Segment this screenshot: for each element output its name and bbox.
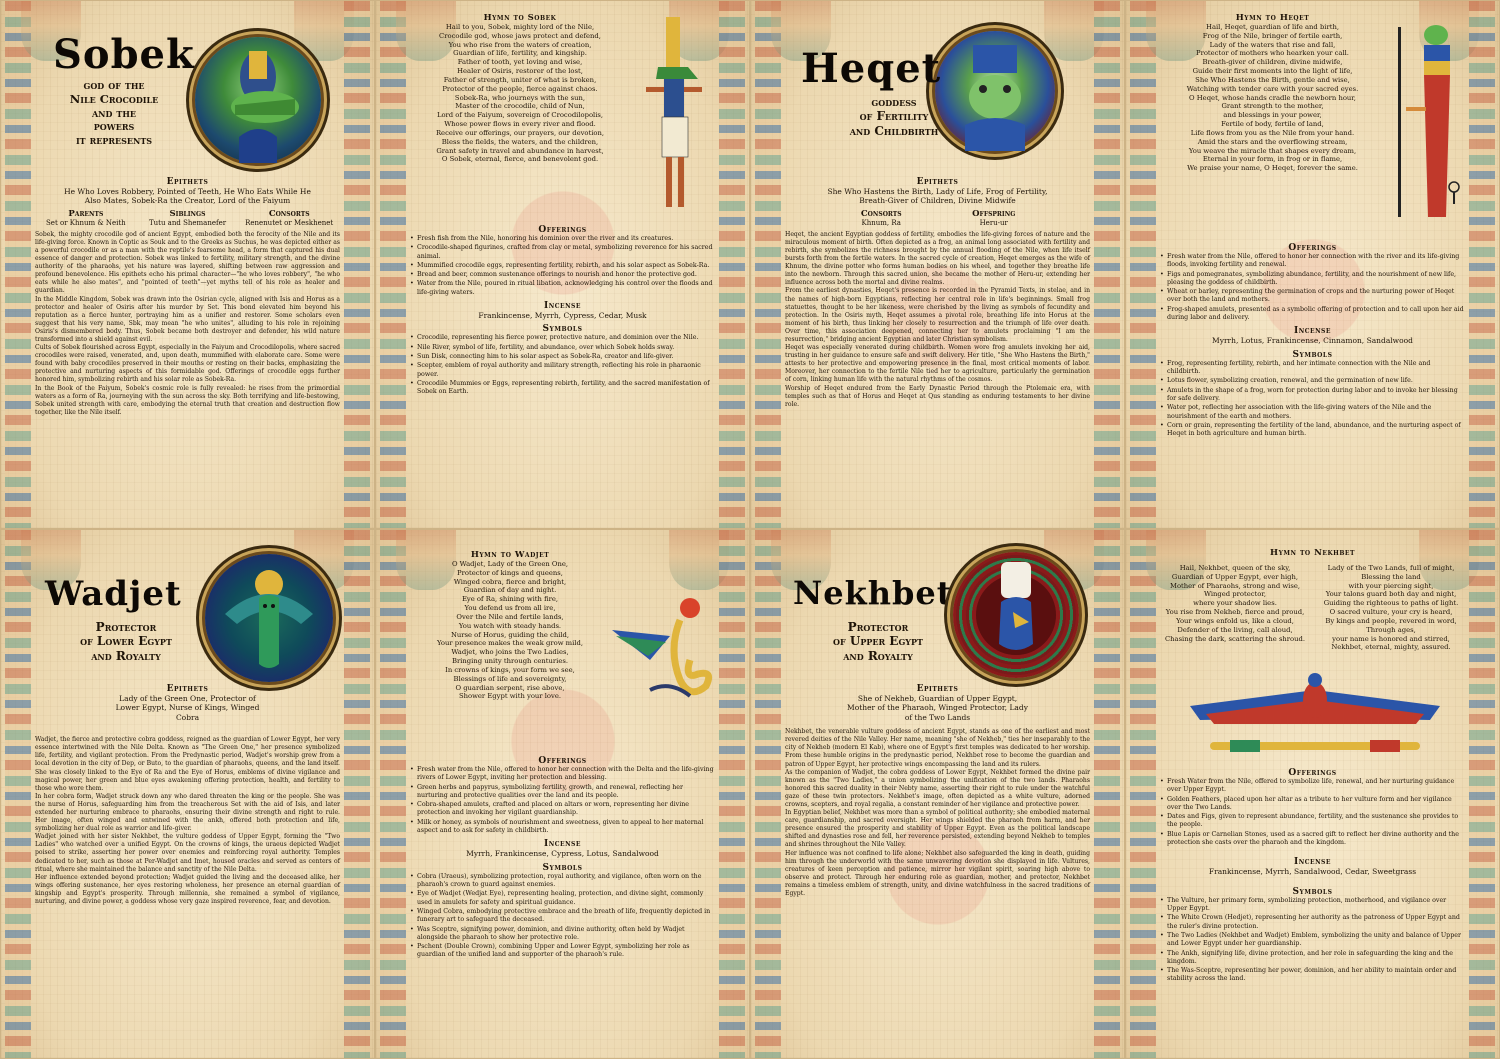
body-text: Wadjet, the fierce and protective cobra goddess, reigned as the guardian of Lower Egypt, her very essence intertwined with the Nile Delta. Known as "The Green One," her presence symbolized life, fertility, and vigilant protection. From the Predynastic period, Wadjet's worship grew from a local devotion in the city of Dep, or Buto, to the guardian of pharaohs, queens, and the land itself. She was closely linked to the Eye of Ra and the Eye of Horus, emblems of divine vigilance and magical power, her green and blue eyes awakening offering protection, health, and fertility to those who wore them. In her cobra form, Wadjet struck down any who dared threaten the king or the people. She was the nurse of Horus, safeguarding him from the treacherous Set with the aid of Isis, and later extended her nurturing embrace to pharaohs, ensuring their divine strength and right to rule. Her image, often winged and entwined with the ankh, offered both protection and life, symbolizing her dual role as warrior and life-giver. Wadjet joined with her sister Nekhbet, the vulture goddess of Upper Egypt, forming the "Two Ladies" who watched over a unified Egypt. On the crowns of kings, the uraeus depicted Wadjet poised to strike, asserting her power over enemies and reinforcing royal authority. Temples dedicated to her, such as those at Per-Wadjet and Imet, housed oracles and served as centers of ritual, where she maintained the balance and sanctity of the Nile Delta. Her influence extended beyond protection; Wadjet guided the living and the deceased alike, her wings offering sustenance, her eyes restoring wholeness, her presence an eternal guardian of kingship and Egypt's prosperity. Through millennia, she remained a symbol of vigilance, nurturing, and divine power, a goddess whose very gaze inspired reverence, fear, and devotion. xyxy=(35,736,340,905)
page-title: Sobek xyxy=(53,31,195,78)
symbols-list: • The Vulture, her primary form, symbolizing protection, motherhood, and vigilance over Upper Egypt. • The White Crown (Hedjet), representing her authority as the patroness of Upper Egypt and the ruler's divine protection. • The Two Ladies (Nekhbet and Wadjet) Emblem, symbolizing the unity and balance of Upper and Lower Egypt under her guardianship. • The Ankh, signifying life, divine protection, and her role in safeguarding the king and the kingdom. • The Was-Sceptre, representing her power, dominion, and her ability to maintain order and stability across the land. xyxy=(1160,897,1465,984)
offerings-heading: Offerings xyxy=(1288,768,1337,778)
incense-text: Myrrh, Lotus, Frankincense, Cinnamon, Sandalwood xyxy=(1212,336,1413,346)
page-title: Heqet xyxy=(801,45,942,92)
hymn-title: Hymn to Heqet xyxy=(1235,13,1310,23)
incense-heading: Incense xyxy=(1294,326,1331,337)
wadjet-page-right xyxy=(375,529,750,1059)
subtitle: Protector of Lower Egypt and Royalty xyxy=(80,620,172,663)
hymn-right-column: Lady of the Two Lands, full of might, Blessing the land with your piercing sight, Your talons guard both day and night, Guiding the righteous to paths of light. O sacred vulture, your cry is heard, By kings and people, revered in word, Through ages, your name is honored and stirred, Nekhbet, eternal, mighty, assured. xyxy=(1323,564,1459,652)
offerings-heading: Offerings xyxy=(538,225,587,235)
epithets-heading: Epithets xyxy=(916,684,959,694)
incense-text: Myrrh, Frankincense, Cypress, Lotus, Sandalwood xyxy=(466,849,659,859)
symbols-list: • Frog, representing fertility, rebirth, and her intimate connection with the Nile and childbirth. • Lotus flower, symbolizing creation, renewal, and the germination of new life. • Amulets in the shape of a frog, worn for protection during labor and to invoke her blessing for safe delivery. • Water pot, reflecting her association with the life-giving waters of the Nile and the nourishment of the earth and mothers. • Corn or grain, representing the fertility of the land, abundance, and the nurturing aspect of Heqet in both agriculture and human birth. xyxy=(1160,360,1465,439)
symbols-heading: Symbols xyxy=(1292,349,1333,360)
heqet-figure-illustration xyxy=(1392,17,1462,227)
incense-heading: Incense xyxy=(544,839,581,850)
body-text: Nekhbet, the venerable vulture goddess of ancient Egypt, stands as one of the earliest and most revered deities of the Nile Valley. Her name, meaning "she of Nekheb," ties her inseparably to the city of Nekheb (modern El Kab), where one of Egypt's first temples was dedicated to her worship. From these humble origins in the predynastic period, Nekhbet rose to become the guardian and patron of Upper Egypt, her protective wings encompassing the land and its rulers. As the companion of Wadjet, the cobra goddess of Lower Egypt, Nekhbet formed the divine pair known as the "Two Ladies," a union symbolizing the unification of the two lands. Pharaohs honored this sacred duality in their Nebty name, asserting their right to rule under the watchful gaze of these twin protectors. Nekhbet's image, often depicted as a white vulture, adorned crowns, scepters, and royal regalia, a constant reminder of her vigilance and protective power. In Egyptian belief, Nekhbet was more than a symbol of political authority; she embodied maternal care, guardianship, and sacred oversight. Her wings shielded the pharaoh from harm, and her presence ensured the prosperity and stability of Upper Egypt. Even as the political landscape shifted and dynasties rose and fell, her reverence persisted, extending beyond Nekheb to temples and shrines throughout the Nile Valley. Her influence was not confined to life alone; Nekhbet also safeguarded the king in death, guiding him through the underworld with the same unwavering devotion she displayed in life. Vultures, creatures of keen perception and patience, mirror her vigilant spirit, soaring high above to observe and protect. Through her enduring role as guardian, mother, and protector, Nekhbet remains a timeless emblem of strength, unity, and divine watchfulness in the sacred traditions of Egypt. xyxy=(785,728,1090,897)
symbols-heading: Symbols xyxy=(1292,886,1333,897)
symbols-heading: Symbols xyxy=(542,324,583,335)
wadjet-page-left xyxy=(0,529,375,1059)
offerings-list: • Fresh fish from the Nile, honoring his dominion over the river and its creatures. • Crocodile-shaped figurines, crafted from clay or metal, symbolizing reverence for his sacred animal. • Mummified crocodile eggs, representing fertility, rebirth, and his solar aspect as Sobek-Ra. • Bread and beer, common sustenance offerings to nourish and honor the protective god. • Water from the Nile, poured in ritual libation, acknowledging his control over the floods and life-giving waters. xyxy=(410,235,715,297)
sobek-page-left xyxy=(0,0,375,529)
sobek-figure-illustration xyxy=(638,17,708,217)
offerings-heading: Offerings xyxy=(1288,243,1337,253)
sobek-page-right xyxy=(375,0,750,529)
epithets-heading: Epithets xyxy=(166,177,209,187)
epithets-text: She Who Hastens the Birth, Lady of Life, Frog of Fertility, Breath-Giver of Children, Divine Midwife xyxy=(827,187,1048,206)
offerings-list: • Fresh water from the Nile, offered to honor her connection with the river and its life-giving floods, invoking fertility and renewal. • Figs and pomegranates, symbolizing abundance, fertility, and the nourishment of new life, pleasing the goddess of childbirth. • Wheat or barley, representing the germination of crops and the nurturing power of Heqet over both the land and mothers. • Frog-shaped amulets, presented as a symbolic offering of protection and to call upon her aid during labor and delivery. xyxy=(1160,253,1465,322)
hymn-title: Hymn to Nekhbet xyxy=(1270,548,1355,558)
offerings-list: • Fresh Water from the Nile, offered to symbolize life, renewal, and her nurturing guidance over Upper Egypt. • Golden Feathers, placed upon her altar as a tribute to her vulture form and her vigilance over the Two Lands. • Dates and Figs, given to represent abundance, fertility, and the sustenance she provides to the people. • Blue Lapis or Carnelian Stones, used as a sacred gift to reflect her divine authority and the protection she casts over the pharaoh and the kingdom. xyxy=(1160,778,1465,847)
nekhbet-page-left xyxy=(750,529,1125,1059)
body-text: Sobek, the mighty crocodile god of ancient Egypt, embodied both the ferocity of the Nile and its life-giving force. Known in Coptic as Souk and to the Greeks as Suchus, he was depicted either as a powerful crocodile or as a man with the reptile's fearsome head, a form that captured his dual essence of danger and protection. Sobek was linked to fertility, military strength, and the divine authority of the pharaohs, yet his nature was layered, shifting between raw aggression and profound benevolence. His epithets echo his primal character—"he who loves robbery", "he who eats while he also mates", and "pointed of teeth"—yet myths tell of his role as healer and guardian. In the Middle Kingdom, Sobek was drawn into the Osirian cycle, aligned with Isis and Horus as a protector and healer of Osiris after his murder by Set. This bond elevated him beyond his reputation as a fierce hunter, portraying him as a unifier and restorer. Some scholars even suggest that his very name, Sbk, may mean "he who unites", alluding to his role in rejoining Osiris's dismembered body. Thus, Sobek became both destroyer and defender, his wild nature transformed into a shield against evil. Cults of Sobek flourished across Egypt, especially in the Faiyum and Crocodilopolis, where sacred crocodiles were raised, venerated, and, upon death, mummified with elaborate care. Some were found with baby crocodiles preserved in their mouths or resting on their backs, emphasizing the protective and nurturing aspects of this formidable god. Offerings of crocodile eggs further honored him, symbolizing rebirth and his solar role as Sobek-Ra. In the Book of the Faiyum, Sobek's cosmic role is fully revealed: he rises from the primordial waters as a form of Ra, journeying with the sun across the sky. Both terrifying and life-bestowing, Sobek united strength with care, embodying the eternal truth that creation and destruction flow together, like the Nile itself. xyxy=(35,230,340,416)
epithets-text: Lady of the Green One, Protector of Lower Egypt, Nurse of Kings, Winged Cobra xyxy=(115,694,260,722)
subtitle: god of the Nile Crocodile and the powers it represents xyxy=(69,78,159,148)
nekhbet-page-right xyxy=(1125,529,1500,1059)
wadjet-medallion-image xyxy=(205,554,333,682)
vulture-wings-illustration xyxy=(1190,670,1440,760)
epithets-text: She of Nekheb, Guardian of Upper Egypt, Mother of the Pharaoh, Winged Protector, Lady of the Two Lands xyxy=(847,694,1028,722)
incense-heading: Incense xyxy=(1294,857,1331,868)
winged-cobra-illustration xyxy=(610,590,720,710)
epithets-heading: Epithets xyxy=(166,684,209,694)
sobek-medallion-image xyxy=(195,37,321,163)
page-title: Wadjet xyxy=(45,574,182,614)
subtitle: Protector of Upper Egypt and Royalty xyxy=(833,620,923,663)
symbols-list: • Crocodile, representing his fierce power, protective nature, and dominion over the Nile. • Nile River, symbol of life, fertility, and abundance, over which Sobek holds sway. • Sun Disk, connecting him to his solar aspect as Sobek-Ra, creator and life-giver. • Scepter, emblem of royal authority and military strength, reflecting his role in pharaonic power. • Crocodile Mummies or Eggs, representing rebirth, fertility, and the sacred manifestation of Sobek on Earth. xyxy=(410,334,715,396)
hymn-left-column: Hail, Nekhbet, queen of the sky, Guardian of Upper Egypt, ever high, Mother of Pharaohs, strong and wise, Winged protector, where your shadow lies. You rise from Nekheb, fierce and proud, Your wings enfold us, like a cloud, Defender of the living, call aloud, Chasing the dark, scattering the shroud. xyxy=(1164,564,1306,643)
nekhbet-medallion-image xyxy=(953,552,1079,678)
hymn-text: O Wadjet, Lady of the Green One, Protector of kings and queens, Winged cobra, fierce and bright, Guardian of day and night. Eye of Ra, shining with fire, You defend us from all ire, Over the Nile and fertile lands, You watch with steady hands. Nurse of Horus, guiding the child, Your presence makes the weak grow mild, Wadjet, who joins the Two Ladies, Bringing unity through centuries. In crowns of kings, your form we see, Blessings of life and sovereignty, O guardian serpent, rise above, Shower Egypt with your love. xyxy=(436,560,583,701)
epithets-heading: Epithets xyxy=(916,177,959,187)
relations: Consorts Khnum, Ra Offspring Heru-ur xyxy=(860,208,1016,227)
heqet-page-left xyxy=(750,0,1125,529)
hymn-text: Hail to you, Sobek, mighty lord of the Nile, Crocodile god, whose jaws protect and defend, You who rise from the waters of creation, Guardian of life, fertility, and kingship. Father of tooth, yet loving and wise, Healer of Osiris, restorer of the lost, Father of strength, uniter of what is broken, Protector of the people, fierce against chaos. Sobek-Ra, who journeys with the sun, Master of the crocodile, child of Nun, Lord of the Faiyum, sovereign of Crocodilopolis, Whose power flows in every river and flood. Receive our offerings, our prayers, our devotion, Bless the fields, the waters, and the children, Grant safety in travel and abundance in harvest, O Sobek, eternal, fierce, and benevolent god. xyxy=(435,23,605,164)
subtitle: goddess of Fertility and Childbirth xyxy=(849,95,939,138)
hymn-text: Hail, Heqet, guardian of life and birth, Frog of the Nile, bringer of fertile earth, Lady of the waters that rise and fall, Protector of mothers who hearken your call. Breath-giver of children, divine midwife, Guide their first moments into the light of life, She Who Hastens the Birth, gentle and wise, Watching with tender care with your sacred eyes. O Heqet, whose hands cradle the newborn hour, Grant strength to the mother, and blessings in your power, Fertile of body, fertile of land, Life flows from you as the Nile from your hand. Amid the stars and the overflowing stream, You weave the miracle that shapes every dream, Eternal in your form, in frog or in flame, We praise your name, O Heqet, forever the same. xyxy=(1186,23,1359,173)
heqet-page-right xyxy=(1125,0,1500,529)
epithets-text: He Who Loves Robbery, Pointed of Teeth, He Who Eats While He Also Mates, Sobek-Ra the Creator, Lord of the Faiyum xyxy=(64,187,311,206)
hymn-title: Hymn to Sobek xyxy=(483,13,557,23)
symbols-list: • Cobra (Uraeus), symbolizing protection, royal authority, and vigilance, often worn on the pharaoh's crown to guard against enemies. • Eye of Wadjet (Wedjat Eye), representing healing, protection, and divine sight, commonly used in amulets for safety and spiritual guidance. • Winged Cobra, embodying protective embrace and the breath of life, frequently depicted in funerary art to safeguard the deceased. • Was Sceptre, signifying power, dominion, and divine authority, often held by Wadjet alongside the pharaoh to show her protective role. • Pschent (Double Crown), combining Upper and Lower Egypt, symbolizing her role as guardian of the unified land and supporter of the pharaoh's rule. xyxy=(410,873,715,960)
symbols-heading: Symbols xyxy=(542,862,583,873)
incense-text: Frankincense, Myrrh, Sandalwood, Cedar, Sweetgrass xyxy=(1208,867,1417,877)
hymn-title: Hymn to Wadjet xyxy=(470,550,550,560)
relations: Parents Set or Khnum & Neith Siblings Tutu and Shemanefer Consorts Renenutet or Meskhenet xyxy=(46,208,334,227)
offerings-list: • Fresh water from the Nile, offered to honor her connection with the Delta and the life-giving rivers of Lower Egypt, inviting her protection and blessing. • Green herbs and papyrus, symbolizing fertility, growth, and renewal, reflecting her nurturing and protective qualities over the land and its people. • Cobra-shaped amulets, crafted and placed on altars or worn, representing her divine protection and invoking her vigilant guardianship. • Milk or honey, as symbols of nourishment and sweetness, given to appeal to her maternal aspect and to ask for safety in childbirth. xyxy=(410,766,715,835)
offerings-heading: Offerings xyxy=(538,756,587,766)
incense-heading: Incense xyxy=(544,301,581,312)
incense-text: Frankincense, Myrrh, Cypress, Cedar, Musk xyxy=(478,311,647,321)
page-title: Nekhbet xyxy=(793,574,953,612)
body-text: Heqet, the ancient Egyptian goddess of fertility, embodies the life-giving forces of nature and the miraculous moment of birth. Often depicted as a frog, an animal long associated with fertility and rebirth, she symbolizes the richness brought by the annual flooding of the Nile, when life itself bursts forth from the fertile waters. In the sacred cycle of creation, Heqet emerges as the wife of Khnum, the divine potter who forms human bodies on his wheel, and together they breathe life into the newborn. Through this sacred union, she became the mother of Heru-ur, extending her influence across both the mortal and divine realms. From the earliest dynasties, Heqet's presence is recorded in the Pyramid Texts, in stelae, and in the names of high-born Egyptians, reflecting her central role in life's beginnings. Small frog statuettes, thought to be her likeness, were cherished by the living as symbols of fecundity and protection. In the Osiris myth, Heqet assumes a pivotal role, breathing life into Horus at the moment of his birth, thus linking her closely to resurrection and the triumph of life over death. Over time, this association deepened, connecting her to amulets proclaiming "I am the resurrection," bridging ancient Egyptian and later Christian symbolism. Heqet was especially venerated during childbirth. Women wore frog amulets invoking her aid, trusting in her guidance to ensure safe and swift delivery. Her title, "She Who Hastens the Birth," attests to her protective and empowering presence in the final, most critical moments of labor. Moreover, her connection to the fertile Nile tied her to agriculture, particularly the germination of corn, linking human life with the natural rhythms of the cosmos. Worship of Heqet endured from the Early Dynastic Period through the Ptolemaic era, with temples such as that of Horus and Heqet at Qus standing as enduring testaments to her divine role. xyxy=(785,230,1090,408)
